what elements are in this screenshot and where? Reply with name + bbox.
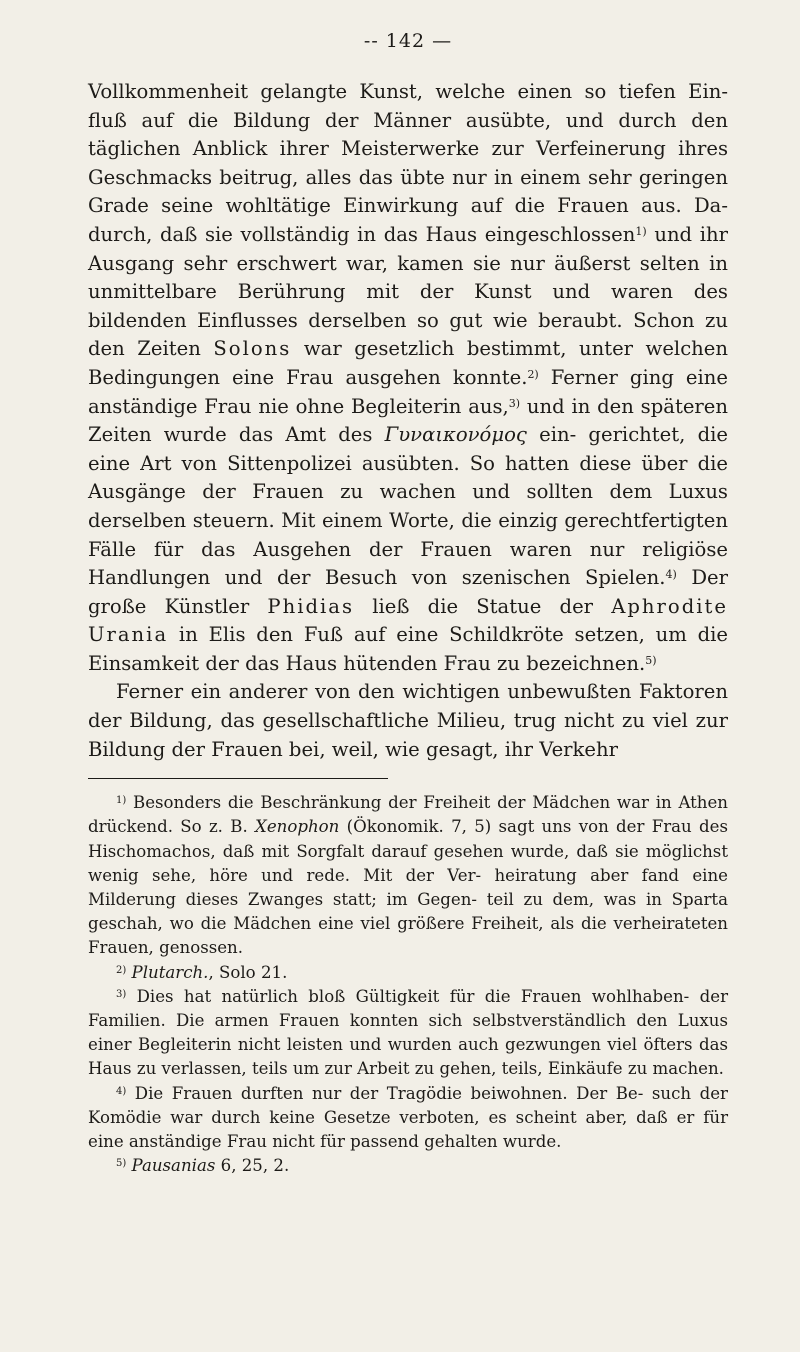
author-plutarch: Plutarch.: [131, 962, 209, 982]
footnote-ref-1[interactable]: 1): [635, 224, 647, 238]
text-run: ließ die Statue der: [354, 594, 612, 618]
text-run: Die Frauen durften nur der Tragödie beiwohnen. Der Be- such der Komödie war durch keine Gesetze verboten, es scheint aber, daß er für eine anständige Frau nicht für passend gehalten wurde.: [88, 1083, 728, 1152]
footnote-mark: 2): [116, 964, 127, 976]
footnote-mark: 4): [116, 1085, 127, 1097]
text-run: Ferner ging eine anständige Frau nie ohne Begleiterin aus,: [88, 365, 728, 418]
footnote-ref-3[interactable]: 3): [508, 396, 521, 410]
text-run: , Solo 21.: [208, 962, 288, 982]
document-page: [88, 30, 728, 1179]
author-xenophon: Xenophon: [255, 817, 340, 837]
main-text: [88, 78, 728, 764]
footnote-mark: 1): [116, 795, 127, 807]
name-solon: Solons: [213, 337, 292, 361]
text-run: Besonders die Beschränkung der Freiheit der Mädchen war in Athen drückend. So z. B.: [88, 793, 728, 837]
text-run: war gesetzlich bestimmt, unter welchen Bedingungen eine Frau ausgehen konnte.: [88, 337, 729, 389]
footnote-1: [88, 791, 728, 960]
page-number: -- 142 —: [363, 30, 453, 52]
footnote-mark: 3): [116, 988, 127, 1000]
footnote-ref-5[interactable]: 5): [645, 653, 657, 667]
footnote-4: [88, 1082, 728, 1155]
footnotes: [88, 791, 728, 1178]
footnote-3: [88, 985, 728, 1082]
name-aphrodite-urania: Aphrodite Urania: [88, 594, 728, 647]
text-run: Der große Künstler: [88, 566, 728, 618]
footnote-5: [88, 1154, 728, 1178]
footnote-mark: 5): [116, 1158, 127, 1170]
text-run: und ihr Ausgang sehr erschwert war, kamen sie nur äußerst selten in unmittelbare Berührung mit der Kunst und waren des bildenden Einflusses derselben so gut wie beraubt. Schon zu den Zeiten: [88, 222, 729, 361]
text-run: Dies hat natürlich bloß Gültigkeit für die Frauen wohlhaben- der Familien. Die armen Frauen konnten sich selbstverständlich den Luxus einer Begleiterin nicht leisten und wurden auch gezwungen viel öfters das Haus zu verlassen, teils um zur Arbeit zu gehen, teils, Einkäufe zu machen.: [88, 986, 728, 1079]
footnote-2: [88, 961, 728, 985]
text-run: (Ökonomik. 7, 5) sagt uns von der Frau des Hischomachos, daß mit Sorgfalt darauf gesehen wurde, daß sie möglichst wenig sehe, höre und rede. Mit der Ver- heiratung aber fand eine Milderung dieses Zwanges statt; im Gegen- teil zu dem, was in Sparta geschah, wo die Mädchen eine viel größere Freiheit, als die verheirateten Frauen, genossen.: [88, 817, 728, 958]
text-run: in Elis den Fuß auf eine Schildkröte setzen, um die Einsamkeit der das Haus hütenden Frau zu bezeichnen.: [88, 623, 728, 675]
text-run: 6, 25, 2.: [215, 1156, 290, 1176]
footnote-ref-4[interactable]: 4): [665, 568, 677, 582]
text-run: ein- gerichtet, die eine Art von Sittenpolizei ausübten. So hatten diese über die Ausgänge der Frauen zu wachen und sollten dem Luxus derselben steuern. Mit einem Worte, die einzig gerechtfertigten Fälle für das Ausgehen der Frauen waren nur religiöse Handlungen und der Besuch von szenischen Spielen.: [88, 423, 728, 590]
greek-term: Γυναικονόμος: [384, 423, 527, 447]
footnote-divider: [88, 778, 388, 779]
name-phidias: Phidias: [267, 594, 355, 618]
text-run: und in den späteren Zeiten wurde das Amt des: [88, 394, 728, 447]
footnote-ref-2[interactable]: 2): [527, 367, 539, 381]
text-run: Vollkommenheit gelangte Kunst, welche einen so tiefen Ein- fluß auf die Bildung der Männer ausübte, und durch den täglichen Anblick ihrer Meisterwerke zur Verfeinerung ihres Geschmacks beitrug, alles das übte nur in einem sehr geringen Grade seine wohltätige Einwirkung auf die Frauen aus. Da- durch, daß sie vollständig in das Haus eingeschlossen: [88, 80, 728, 246]
paragraph-1: [88, 78, 728, 678]
paragraph-2: Ferner ein anderer von den wichtigen unbewußten Faktoren der Bildung, das gesellschaftliche Milieu, trug nicht zu viel zur Bildung der Frauen bei, weil, wie gesagt, ihr Verkehr: [88, 680, 728, 761]
author-pausanias: Pausanias: [131, 1156, 216, 1176]
